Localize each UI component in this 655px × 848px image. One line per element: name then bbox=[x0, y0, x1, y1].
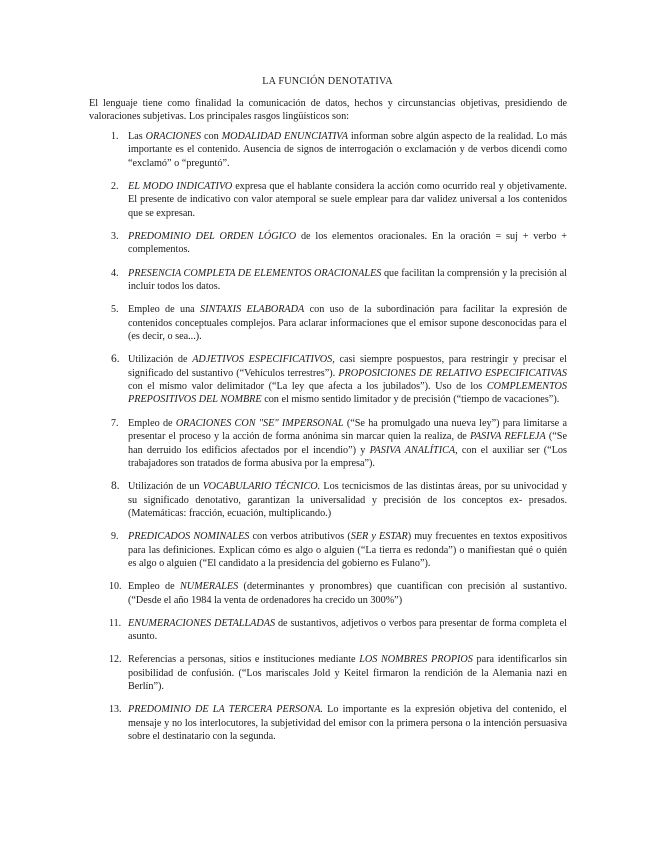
emphasized-term: ORACIONES bbox=[145, 131, 202, 142]
emphasized-term: ADJETIVOS ESPECIFICATIVOS, bbox=[192, 354, 335, 366]
page-title: LA FUNCIÓN DENOTATIVA bbox=[262, 76, 393, 87]
list-item-text bbox=[128, 181, 567, 219]
text-run: con uso de la subordinación para facilitar la expresión de contenidos conceptuales complejos. Para aclarar informaciones que el emisor supone desconocidas para el (es decir, o sea...). bbox=[128, 304, 567, 343]
list-item bbox=[89, 653, 567, 693]
emphasized-term: SER y ESTAR bbox=[350, 531, 408, 543]
list-item-text bbox=[128, 654, 567, 692]
emphasized-term: ORACIONES CON "SE" IMPERSONAL bbox=[175, 417, 344, 429]
emphasized-term: PRESENCIA COMPLETA DE ELEMENTOS ORACIONALES bbox=[128, 267, 382, 279]
list-item-number: 3. bbox=[111, 231, 119, 243]
list-item-text bbox=[128, 704, 567, 742]
text-run: Empleo de bbox=[128, 417, 176, 429]
list-item-text bbox=[128, 418, 567, 469]
list-item bbox=[89, 303, 567, 343]
list-item bbox=[89, 130, 567, 170]
text-run: con el mismo sentido limitador y de precisión (“tiempo de vacaciones”). bbox=[261, 394, 560, 406]
text-run: de los elementos oracionales. En la oración = suj + verbo + complementos. bbox=[128, 231, 568, 256]
emphasized-term: NUMERALES bbox=[179, 581, 239, 593]
text-run: expresa que el hablante considera la acción como ocurrido real y objetivamente. El presente de indicativo con valor atemporal se suele emplear para dar validez universal a los contenidos que se expresan. bbox=[128, 181, 567, 219]
emphasized-term: ENUMERACIONES DETALLADAS bbox=[128, 617, 276, 629]
text-run: de sustantivos, adjetivos o verbos para presentar de forma completa el asunto. bbox=[128, 617, 567, 643]
list-item bbox=[89, 230, 567, 257]
text-run: (determinantes y pronombres) que cuantifican con precisión al sustantivo. (“Desde el año 1984 la venta de ordenadores ha crecido un 300%”) bbox=[128, 581, 567, 606]
text-run: Utilización de bbox=[128, 354, 193, 366]
list-item-number: 6. bbox=[111, 353, 120, 366]
text-run: Los tecnicismos de las distintas áreas, por su univocidad y su significado denotativo, garantizan la universalidad y precisión de los conceptos ex- presados. (Matemáticas: fracción, ecuación, multiplicando.) bbox=[128, 481, 567, 519]
list-item-number: 7. bbox=[111, 417, 119, 429]
list-item-text bbox=[128, 231, 567, 255]
list-item-number: 13. bbox=[109, 704, 122, 716]
list-item-number: 5. bbox=[111, 304, 119, 316]
feature-list bbox=[89, 130, 567, 753]
emphasized-term: LOS NOMBRES PROPIOS bbox=[359, 654, 473, 666]
list-item bbox=[89, 417, 567, 471]
emphasized-term: VOCABULARIO TÉCNICO. bbox=[202, 481, 321, 493]
emphasized-term: COMPLEMENTOS PREPOSITIVOS DEL NOMBRE bbox=[128, 381, 567, 406]
text-run: informan sobre algún aspecto de la realidad. Lo más importante es el contenido. Ausencia de signos de interrogación o exclamación y de verbos dicendi como “exclamó” o “preguntó”. bbox=[128, 131, 567, 169]
text-run: Referencias a personas, sitios e instituciones mediante bbox=[128, 654, 360, 666]
text-run: (“Se han derruido los edificios afectados por el incendio”) y bbox=[128, 431, 567, 456]
list-item-number: 9. bbox=[111, 531, 119, 543]
list-item-number: 12. bbox=[109, 654, 122, 666]
text-run: Utilización de un bbox=[128, 481, 203, 493]
text-run: casi siempre pospuestos, para restringir y precisar el significado del sustantivo (“Vehículos terrestres”). bbox=[128, 354, 567, 379]
emphasized-term: SINTAXIS ELABORADA bbox=[200, 304, 305, 316]
list-item-number: 10. bbox=[109, 581, 122, 593]
list-item-text bbox=[128, 618, 567, 642]
list-item bbox=[89, 580, 567, 607]
list-item bbox=[89, 530, 567, 570]
emphasized-term: PASIVA REFLEJA bbox=[470, 431, 546, 443]
list-item-number: 8. bbox=[111, 480, 120, 493]
emphasized-term: PASIVA ANALÍTICA, bbox=[369, 444, 458, 456]
emphasized-term: MODALIDAD ENUNCIATIVA bbox=[221, 131, 348, 142]
text-run: Empleo de bbox=[128, 581, 180, 593]
text-run: (“Se ha promulgado una nueva ley”) para limitarse a presentar el proceso y la acción de forma anónima sin marcar quien la realiza, de bbox=[128, 417, 567, 443]
list-item-number: 1. bbox=[111, 131, 119, 142]
emphasized-term: PREDOMINIO DE LA TERCERA PERSONA. bbox=[128, 704, 323, 716]
list-item-number: 2. bbox=[111, 181, 119, 193]
text-run: con bbox=[201, 131, 222, 142]
list-item bbox=[89, 180, 567, 220]
text-run: con verbos atributivos ( bbox=[249, 531, 351, 543]
text-run: con el auxiliar ser (“Los trabajadores son tratados de forma abusiva por la empresa”). bbox=[128, 444, 567, 469]
emphasized-term: PREDOMINIO DEL ORDEN LÓGICO bbox=[128, 231, 297, 243]
emphasized-term: PREDICADOS NOMINALES bbox=[128, 531, 250, 543]
list-item-text bbox=[128, 581, 567, 605]
list-item bbox=[89, 617, 567, 644]
intro-paragraph: El lenguaje tiene como finalidad la comunicación de datos, hechos y circunstancias objetivas, presidiendo de valoraciones subjetivas. Los principales rasgos lingüísticos son: bbox=[89, 98, 567, 123]
list-item bbox=[89, 267, 567, 294]
text-run: que facilitan la comprensión y la precisión al incluir todos los datos. bbox=[128, 267, 567, 293]
list-item-number: 4. bbox=[111, 267, 119, 279]
list-item bbox=[89, 480, 567, 520]
text-run: con el mismo valor delimitador (“La ley que afecta a los jubilados”). Uso de los bbox=[128, 381, 487, 393]
text-run: Las bbox=[128, 131, 146, 142]
text-run: Empleo de una bbox=[128, 304, 201, 316]
text-run: para identificarlos sin posibilidad de confusión. (“Los mariscales Jold y Keitel firmaron la rendición de la Alemania nazi en Berlín”). bbox=[128, 654, 567, 693]
list-item bbox=[89, 703, 567, 743]
text-run: ) muy frecuentes en textos expositivos para las definiciones. Explican cómo es algo o alguien (“La tierra es redonda”) o manifiestan qué o quién es algo o alguien (“El candidato a la presidencia del gobierno es Fulano”). bbox=[128, 531, 567, 569]
list-item-text bbox=[128, 268, 567, 292]
list-item-text bbox=[128, 354, 567, 405]
list-item-number: 11. bbox=[109, 617, 122, 629]
list-item-text bbox=[128, 531, 567, 569]
list-item bbox=[89, 353, 567, 407]
list-item-text bbox=[128, 131, 567, 169]
emphasized-term: EL MODO INDICATIVO bbox=[128, 181, 233, 193]
list-item-text bbox=[128, 304, 567, 342]
list-item-text bbox=[128, 481, 567, 519]
text-run: Lo importante es la expresión objetiva del contenido, el mensaje y no los interlocutores, la subjetividad del emisor con la primera persona o la intención persuasiva sobre el destinatario con la segunda. bbox=[128, 704, 567, 743]
emphasized-term: PROPOSICIONES DE RELATIVO ESPECIFICATIVAS bbox=[338, 367, 567, 379]
